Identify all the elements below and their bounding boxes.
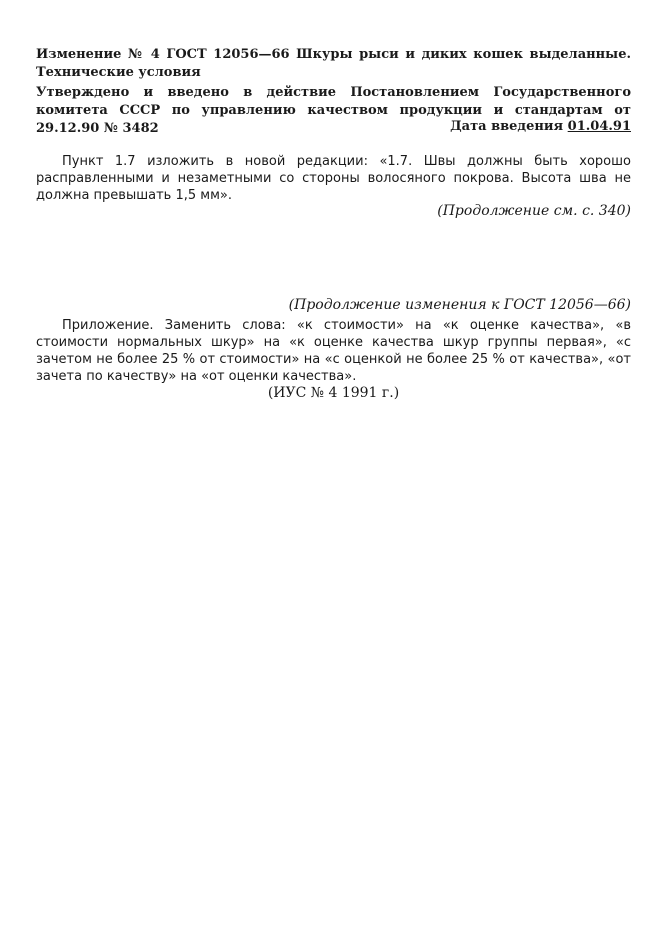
- continuation-note: (Продолжение см. с. 340): [437, 203, 631, 219]
- clause-1-7-text: Пункт 1.7 изложить в новой редакции: «1.7. Швы должны быть хорошо расправленными и незаметными со стороны волосяного покрова. Высота шва не должна превышать 1,5 мм».: [36, 154, 631, 203]
- continuation-heading: (Продолжение изменения к ГОСТ 12056—66): [288, 297, 631, 313]
- effective-date-label: Дата введения: [450, 119, 564, 134]
- source-reference: (ИУС № 4 1991 г.): [267, 385, 400, 401]
- effective-date-value: 01.04.91: [567, 119, 631, 134]
- approval-statement: Утверждено и введено в действие Постановлением Государственного комитета СССР по управлению качеством продукции и стандартам от 29.12.90 № 3482: [36, 85, 631, 136]
- appendix-text: Приложение. Заменить слова: «к стоимости» на «к оценке качества», «в стоимости нормальных шкур» на «к оценке качества шкур группы первая», «с зачетом не более 25 % от стоимости» на «с оценкой не более 25 % от качества», «от зачета по качеству» на «от оценки качества».: [36, 318, 631, 384]
- effective-date: [36, 118, 631, 136]
- amendment-title: Изменение № 4 ГОСТ 12056—66 Шкуры рыси и диких кошек выделанные. Технические условия: [36, 47, 631, 80]
